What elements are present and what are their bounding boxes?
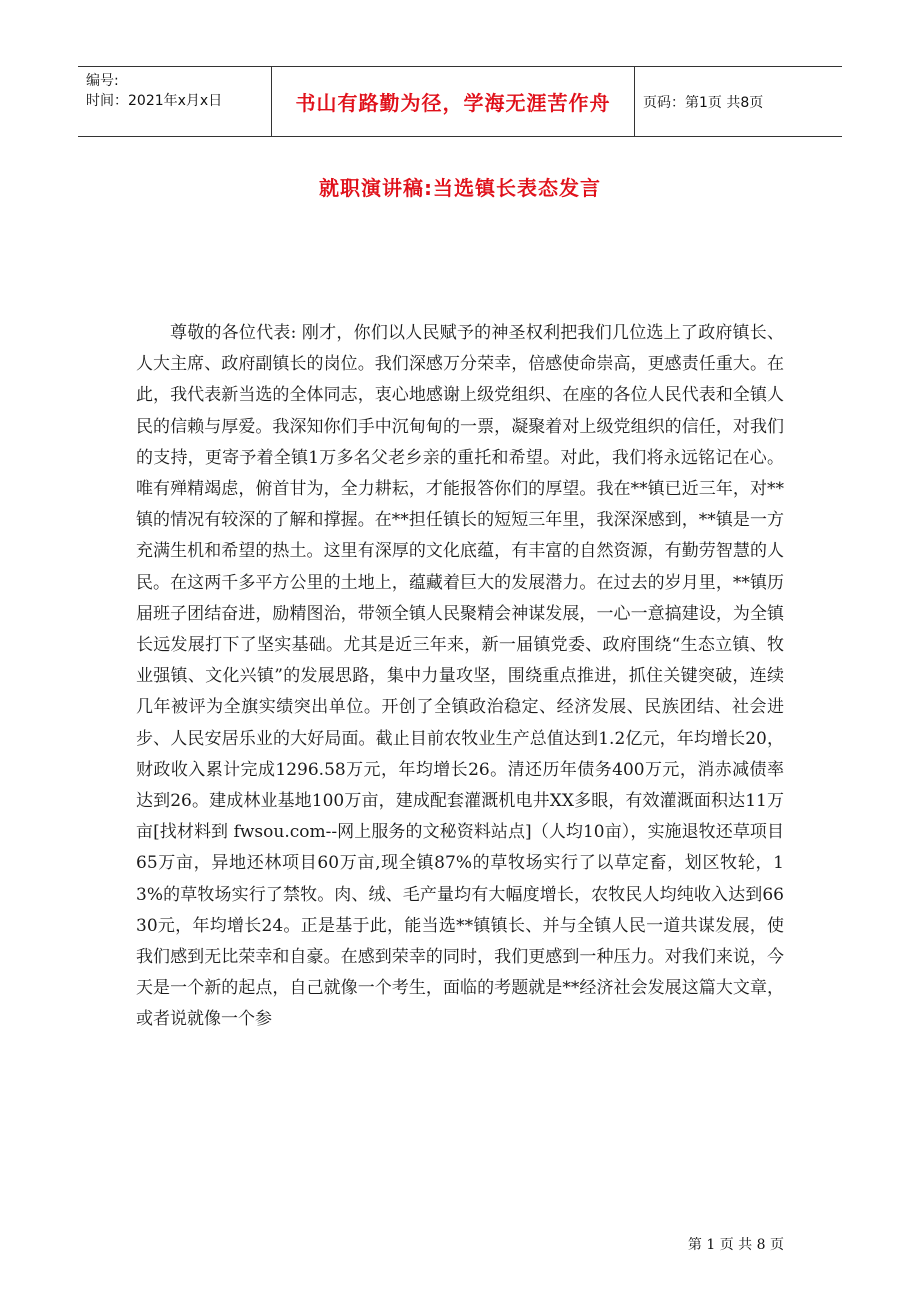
number-label: 编号: [86, 73, 119, 89]
footer-page-info: 第 1 页 共 8 页 [687, 1237, 784, 1253]
time-label: 时间：2021年x月x日 [86, 93, 223, 109]
document-header [78, 66, 842, 137]
document-body: 尊敬的各位代表: 刚才，你们以人民赋予的神圣权利把我们几位选上了政府镇长、人大主席、政府副镇长的岗位。我们深感万分荣幸，倍感使命崇高，更感责任重大。在此，我代表新当选的全体同志，衷心地感谢上级党组织、在座的各位人民代表和全镇人民的信赖与厚爱。我深知你们手中沉甸甸的一票，凝聚着对上级党组织的信任，对我们的支持，更寄予着全镇1万多名父老乡亲的重托和希望。对此，我们将永远铭记在心。唯有殚精竭虑，俯首甘为，全力耕耘，才能报答你们的厚望。我在**镇已近三年，对**镇的情况有较深的了解和撑握。在**担任镇长的短短三年里，我深深感到，**镇是一方充满生机和希望的热土。这里有深厚的文化底蕴，有丰富的自然资源，有勤劳智慧的人民。在这两千多平方公里的土地上，蕴藏着巨大的发展潜力。在过去的岁月里，**镇历届班子团结奋进，励精图治，带领全镇人民聚精会神谋发展，一心一意搞建设，为全镇长远发展打下了坚实基础。尤其是近三年来，新一届镇党委、政府围绕“生态立镇、牧业强镇、文化兴镇”的发展思路，集中力量攻坚，围绕重点推进，抓住关键突破，连续几年被评为全旗实绩突出单位。开创了全镇政治稳定、经济发展、民族团结、社会进步、人民安居乐业的大好局面。截止目前农牧业生产总值达到1.2亿元，年均增长20，财政收入累计完成1296.58万元，年均增长26。清还历年债务400万元，消赤减债率达到26。建成林业基地100万亩，建成配套灌溉机电井XX多眼，有效灌溉面积达11万亩[找材料到 fwsou.com--网上服务的文秘资料站点]（人均10亩），实施退牧还草项目65万亩，异地还林项目60万亩,现全镇87%的草牧场实行了以草定畜，划区牧轮，13%的草牧场实行了禁牧。肉、绒、毛产量均有大幅度增长，农牧民人均纯收入达到6630元，年均增长24。正是基于此，能当选**镇镇长、并与全镇人民一道共谋发展，使我们感到无比荣幸和自豪。在感到荣幸的同时，我们更感到一种压力。对我们来说，今天是一个新的起点，自己就像一个考生，面临的考题就是**经济社会发展这篇大文章，或者说就像一个参 [136, 323, 784, 1030]
document-title: 就职演讲稿:当选镇长表态发言 [319, 176, 601, 200]
header-meta [78, 67, 272, 136]
header-page-info: 页码：第1页 共8页 [643, 94, 764, 111]
header-motto: 书山有路勤为径，学海无涯苦作舟 [272, 67, 635, 136]
